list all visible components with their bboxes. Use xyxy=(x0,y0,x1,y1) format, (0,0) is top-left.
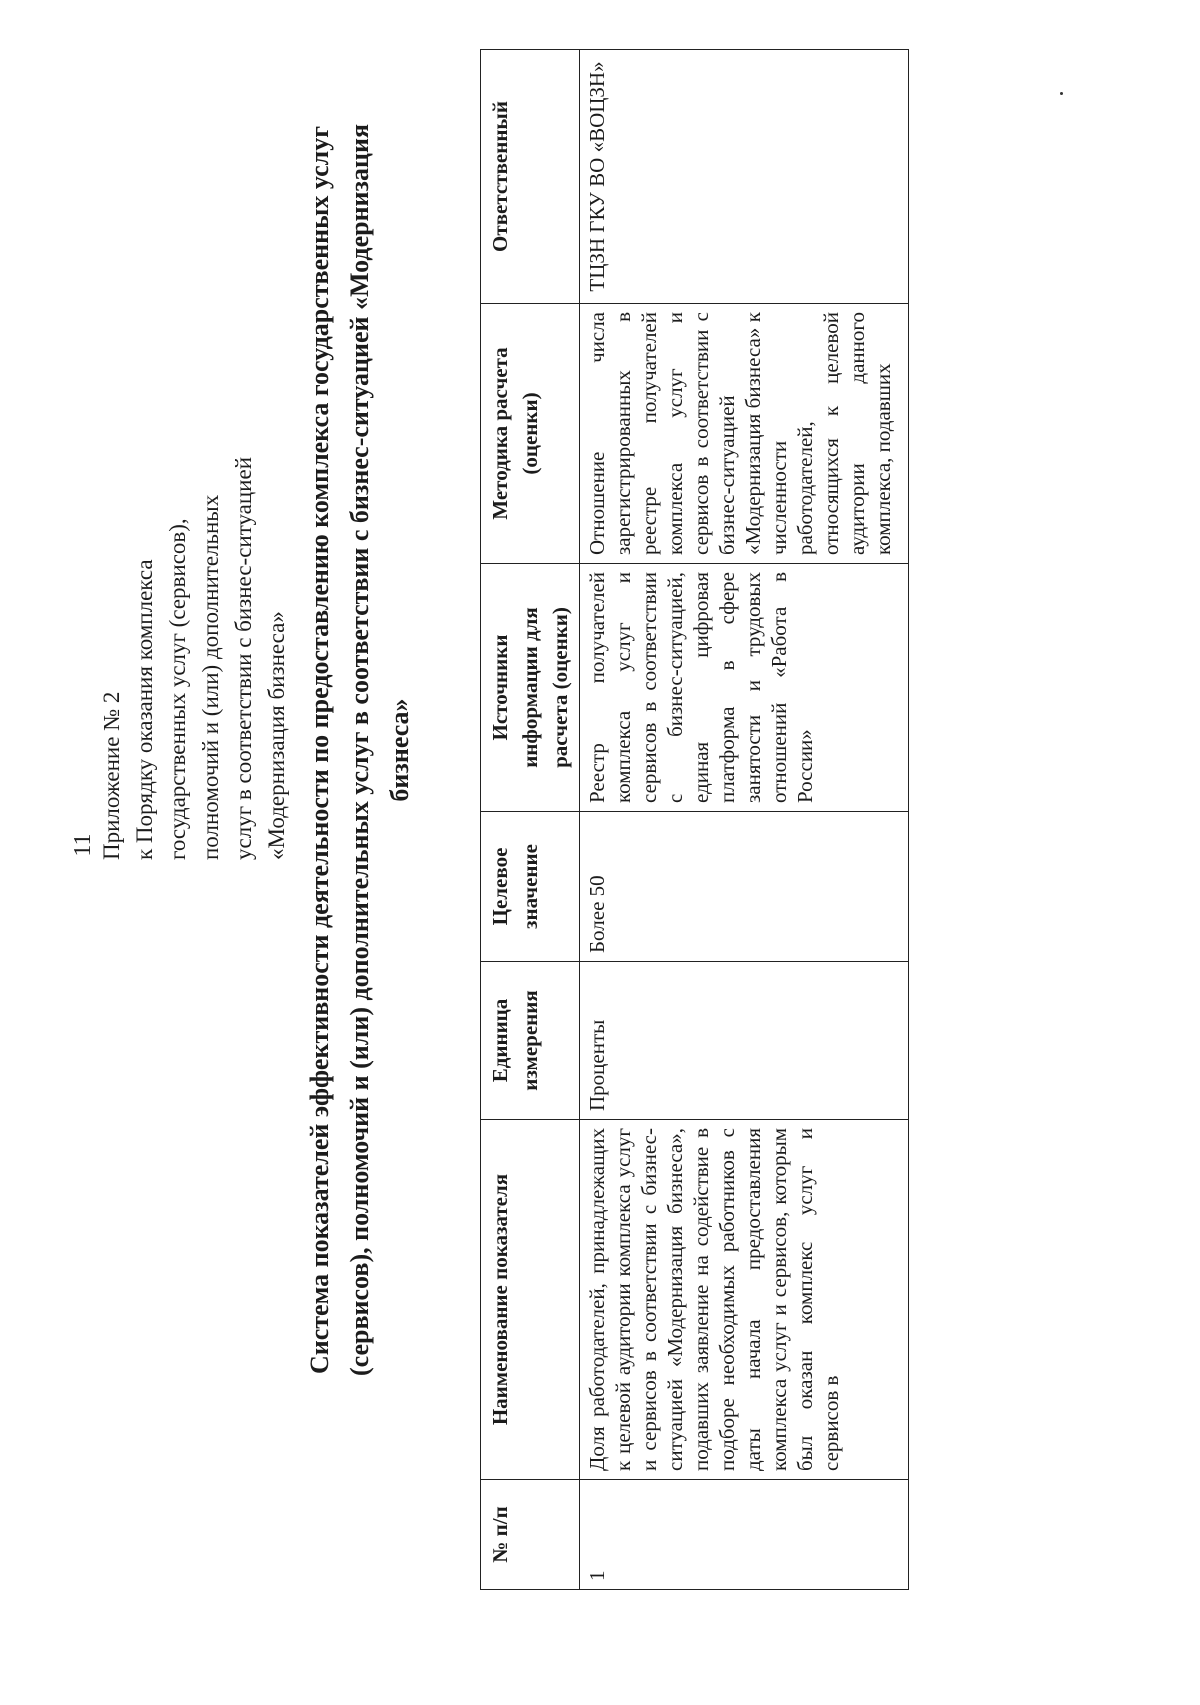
appendix-line: «Модернизация бизнеса» xyxy=(264,611,289,860)
table-row xyxy=(580,50,909,1590)
page-number: 11 xyxy=(70,833,96,857)
appendix-heading xyxy=(95,220,293,860)
appendix-line: к Порядку оказания комплекса xyxy=(132,559,157,860)
cell-responsible: ТЦЗН ГКУ ВО «ВОЦЗН» xyxy=(580,50,909,304)
indicators-table xyxy=(480,49,909,1590)
appendix-line: услуг в соответствии с бизнес-ситуацией xyxy=(231,456,256,860)
cell-indicator-name: Доля работодателей, принадлежащих к целевой аудитории комплекса услуг и сервисов в соответствии с бизнес-ситуацией «Модернизация бизнеса», подавших заявление на содействие в подборе необходимых работников с даты начала предоставления комплекса услуг и сервисов, которым был оказан комплекс услуг и сервисов в xyxy=(580,1120,909,1480)
header-sources: Источники информации для расчета (оценки) xyxy=(481,564,580,812)
header-number: № п/п xyxy=(481,1480,580,1590)
scan-dot xyxy=(1060,92,1063,95)
title-line: бизнеса» xyxy=(385,698,414,802)
cell-unit: Проценты xyxy=(580,962,909,1120)
cell-number: 1 xyxy=(580,1480,909,1590)
document-title xyxy=(300,80,420,1420)
cell-method: Отношение числа зарегистрированных в реестре получателей комплекса услуг и сервисов в соответствии с бизнес-ситуацией «Модернизация бизнеса» к численности работодателей, относящихся к целевой аудитории данного комплекса, подавших xyxy=(580,304,909,564)
header-method: Методика расчета (оценки) xyxy=(481,304,580,564)
table-header-row xyxy=(481,50,580,1590)
appendix-line: полномочий и (или) дополнительных xyxy=(198,494,223,860)
cell-target-value: Более 50 xyxy=(580,812,909,962)
title-line: Система показателей эффективности деятельности по предоставлению комплекса государственных услуг xyxy=(305,125,334,1375)
header-responsible: Ответственный xyxy=(481,50,580,304)
header-indicator-name: Наименование показателя xyxy=(481,1120,580,1480)
header-unit: Единица измерения xyxy=(481,962,580,1120)
appendix-line: государственных услуг (сервисов), xyxy=(165,518,190,860)
appendix-line: Приложение № 2 xyxy=(99,691,124,860)
header-target-value: Целевое значение xyxy=(481,812,580,962)
cell-sources: Реестр получателей комплекса услуг и сервисов в соответствии с бизнес-ситуацией, единая цифровая платформа в сфере занятости и трудовых отношений «Работа в России» xyxy=(580,564,909,812)
title-line: (сервисов), полномочий и (или) дополнительных услуг в соответствии с бизнес-ситуацией «Модернизация xyxy=(345,123,374,1377)
